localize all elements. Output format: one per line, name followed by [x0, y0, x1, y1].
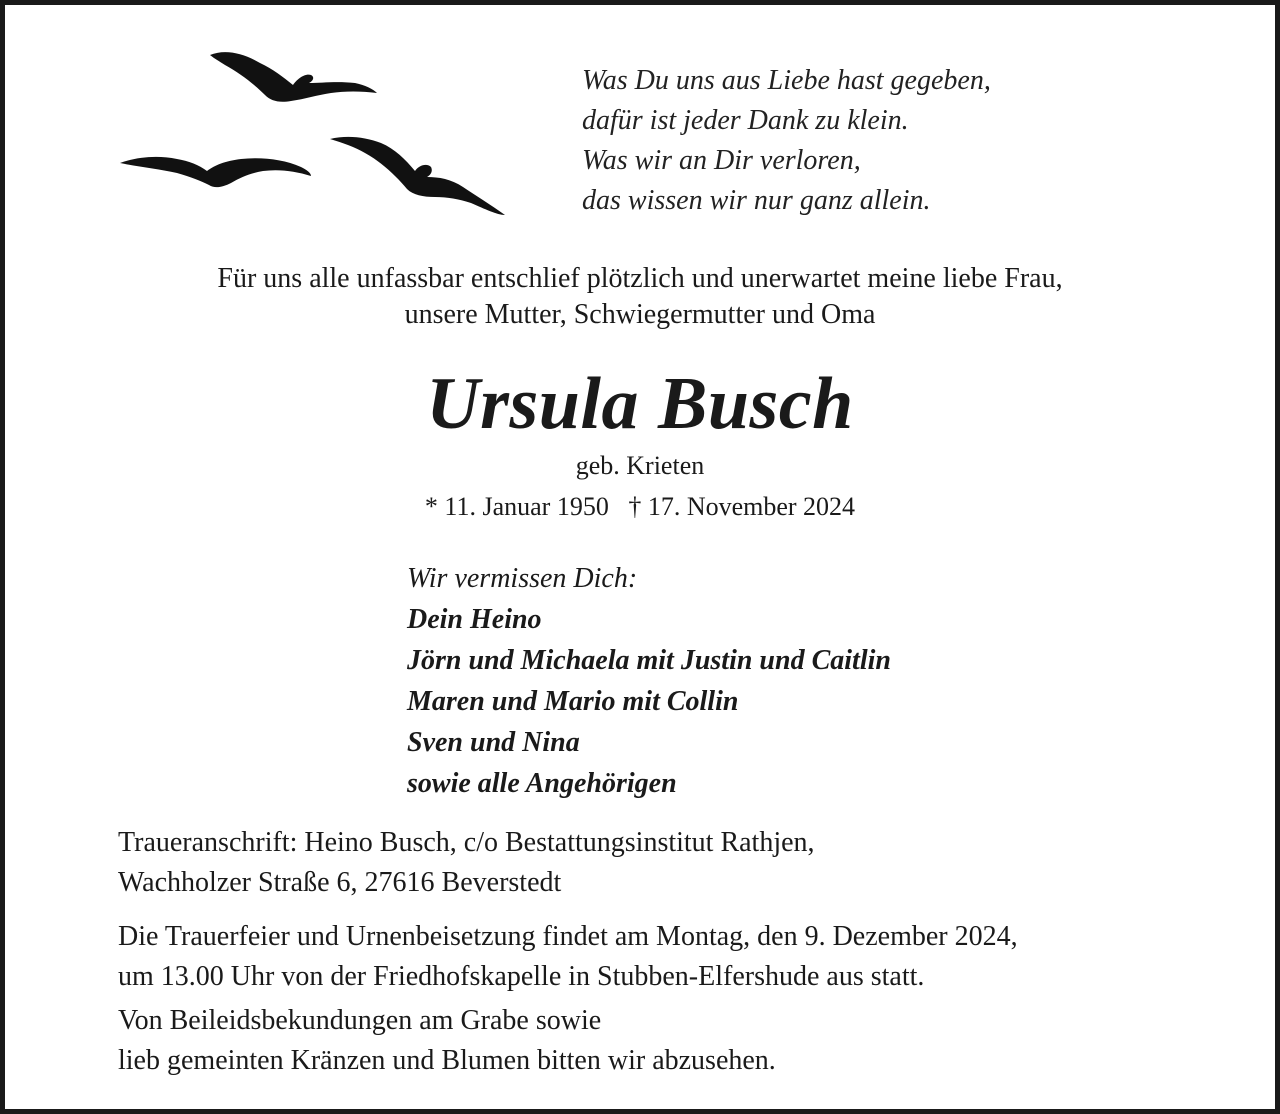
address-line: Wachholzer Straße 6, 27616 Beverstedt	[118, 867, 562, 898]
poem-line: Was Du uns aus Liebe hast gegeben,	[582, 65, 991, 96]
deceased-name: Ursula Busch	[426, 363, 854, 445]
intro-line: Für uns alle unfassbar entschlief plötzlich und unerwartet meine liebe Frau,	[217, 263, 1063, 294]
intro-text	[5, 261, 1275, 333]
life-dates: * 11. Januar 1950 † 17. November 2024	[424, 492, 856, 521]
family-member: Dein Heino	[407, 604, 542, 635]
condolence-line: lieb gemeinten Kränzen und Blumen bitten wir abzusehen.	[118, 1045, 776, 1076]
address-line: Traueranschrift: Heino Busch, c/o Bestattungsinstitut Rathjen,	[118, 827, 815, 858]
ceremony-line: Die Trauerfeier und Urnenbeisetzung findet am Montag, den 9. Dezember 2024,	[118, 921, 1018, 952]
family-member: sowie alle Angehörigen	[407, 768, 677, 799]
maiden-name: geb. Krieten	[575, 451, 705, 480]
flying-birds-icon	[65, 25, 565, 255]
poem-line: das wissen wir nur ganz allein.	[582, 185, 931, 216]
ceremony-info	[118, 917, 1018, 997]
intro-line: unsere Mutter, Schwiegermutter und Oma	[404, 299, 876, 330]
condolence-note	[118, 1001, 776, 1081]
condolence-line: Von Beileidsbekundungen am Grabe sowie	[118, 1005, 602, 1036]
poem	[582, 61, 991, 221]
family-heading: Wir vermissen Dich:	[407, 563, 638, 594]
poem-line: Was wir an Dir verloren,	[582, 145, 861, 176]
bird-icon	[330, 137, 505, 215]
bird-icon	[120, 157, 311, 187]
family-member: Maren und Mario mit Collin	[407, 686, 739, 717]
ceremony-line: um 13.00 Uhr von der Friedhofskapelle in Stubben-Elfershude aus statt.	[118, 961, 925, 992]
family-signature	[407, 558, 891, 804]
mourning-address	[118, 823, 815, 903]
family-member: Jörn und Michaela mit Justin und Caitlin	[407, 645, 891, 676]
family-member: Sven und Nina	[407, 727, 580, 758]
poem-line: dafür ist jeder Dank zu klein.	[582, 105, 909, 136]
bird-icon	[210, 52, 377, 102]
